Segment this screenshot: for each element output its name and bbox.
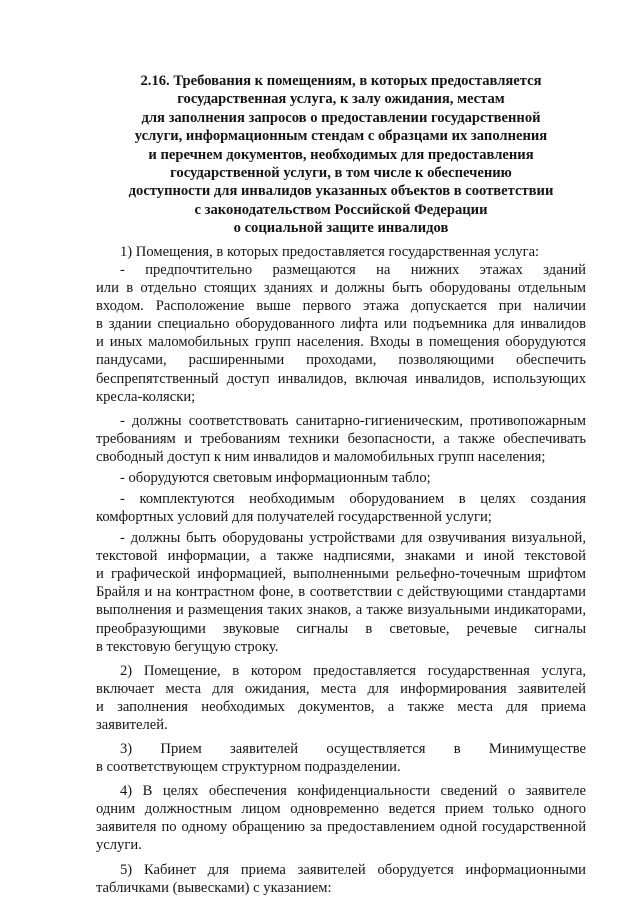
paragraph-line: - оборудуются световым информационным табло; [120, 469, 431, 486]
paragraph-line: 2) Помещение, в котором предоставляется государственная услуга, [120, 662, 586, 679]
paragraph-line: в соответствующем структурном подразделении. [96, 759, 401, 776]
paragraph-equipment [96, 490, 586, 526]
paragraph-line: в здании специально оборудованного лифта или подъемника для инвалидов [96, 316, 586, 333]
paragraph-accessibility-devices [96, 529, 586, 656]
paragraph-location [96, 261, 586, 406]
section-heading [96, 72, 586, 238]
heading-line: 2.16. Требования к помещениям, в которых предоставляется [140, 73, 542, 89]
heading-line: доступности для инвалидов указанных объектов в соответствии [128, 183, 554, 200]
paragraph-line: - предпочтительно размещаются на нижних этажах зданий [120, 262, 586, 279]
heading-line: о социальной защите инвалидов [233, 220, 449, 237]
paragraph-display-board [96, 469, 586, 487]
paragraph-line: текстовой информации, а также надписями, знаками и иной текстовой [96, 548, 586, 565]
paragraph-line: и иных маломобильных групп населения. Входы в помещения оборудуются [96, 334, 586, 351]
paragraph-line: выполнения и размещения таких знаков, а также визуальными индикаторами, [96, 602, 586, 619]
document-body [96, 243, 586, 897]
paragraph-premises-intro [96, 243, 586, 261]
paragraph-line: - должны соответствовать санитарно-гигиеническим, противопожарным [120, 412, 586, 429]
paragraph-line: Брайля и на контрастном фоне, в соответствии с действующими стандартами [96, 584, 586, 601]
paragraph-line: свободный доступ к ним инвалидов и маломобильных групп населения; [96, 448, 546, 465]
paragraph-line: преобразующими звуковые сигналы в световые, речевые сигналы [96, 620, 586, 637]
paragraph-line: требованиям и требованиям техники безопасности, а также обеспечивать [96, 430, 586, 447]
paragraph-office-signage [96, 861, 586, 897]
paragraph-line: входом. Расположение выше первого этажа допускается при наличии [96, 298, 586, 315]
paragraph-line: или в отдельно стоящих зданиях и должны быть оборудованы отдельным [96, 280, 586, 297]
paragraph-reception [96, 740, 586, 776]
heading-line: государственной услуги, в том числе к обеспечению [170, 165, 512, 182]
paragraph-line: услуги. [96, 837, 142, 854]
heading-line: услуги, информационным стендам с образцами их заполнения [134, 128, 548, 145]
paragraph-line: заявителя по одному обращению за предоставлением одной государственной [96, 819, 586, 836]
paragraph-line: табличками (вывесками) с указанием: [96, 879, 332, 896]
paragraph-line: пандусами, расширенными проходами, позволяющими обеспечить [96, 352, 586, 369]
paragraph-line: включает места для ожидания, места для информирования заявителей [96, 680, 586, 697]
paragraph-line: кресла-коляски; [96, 388, 196, 405]
paragraph-line: 5) Кабинет для приема заявителей оборудуется информационными [120, 861, 586, 878]
paragraph-line: - должны быть оборудованы устройствами для озвучивания визуальной, [120, 530, 586, 547]
paragraph-line: - комплектуются необходимым оборудованием в целях создания [120, 491, 586, 508]
paragraph-line: беспрепятственный доступ инвалидов, включая инвалидов, использующих [96, 370, 586, 387]
paragraph-line: комфортных условий для получателей государственной услуги; [96, 509, 492, 526]
paragraph-line: 1) Помещения, в которых предоставляется государственная услуга: [120, 244, 540, 260]
paragraph-line: заявителей. [96, 716, 168, 733]
paragraph-premises-composition [96, 662, 586, 734]
paragraph-sanitary [96, 412, 586, 466]
paragraph-line: одним должностным лицом одновременно ведется прием только одного [96, 801, 586, 818]
heading-line: и перечнем документов, необходимых для предоставления [148, 146, 534, 163]
heading-line: для заполнения запросов о предоставлении государственной [141, 109, 541, 126]
paragraph-line: 4) В целях обеспечения конфиденциальности сведений о заявителе [120, 783, 586, 800]
paragraph-line: в текстовую бегущую строку. [96, 638, 279, 655]
paragraph-line: и заполнения необходимых документов, а также места для приема [96, 698, 586, 715]
heading-line: государственная услуга, к залу ожидания, местам [177, 91, 505, 108]
paragraph-line: и графической информацией, выполненными рельефно-точечным шрифтом [96, 566, 586, 583]
heading-line: с законодательством Российской Федерации [194, 201, 488, 218]
paragraph-confidentiality [96, 782, 586, 854]
paragraph-line: 3) Прием заявителей осуществляется в Минимуществе [120, 741, 586, 758]
